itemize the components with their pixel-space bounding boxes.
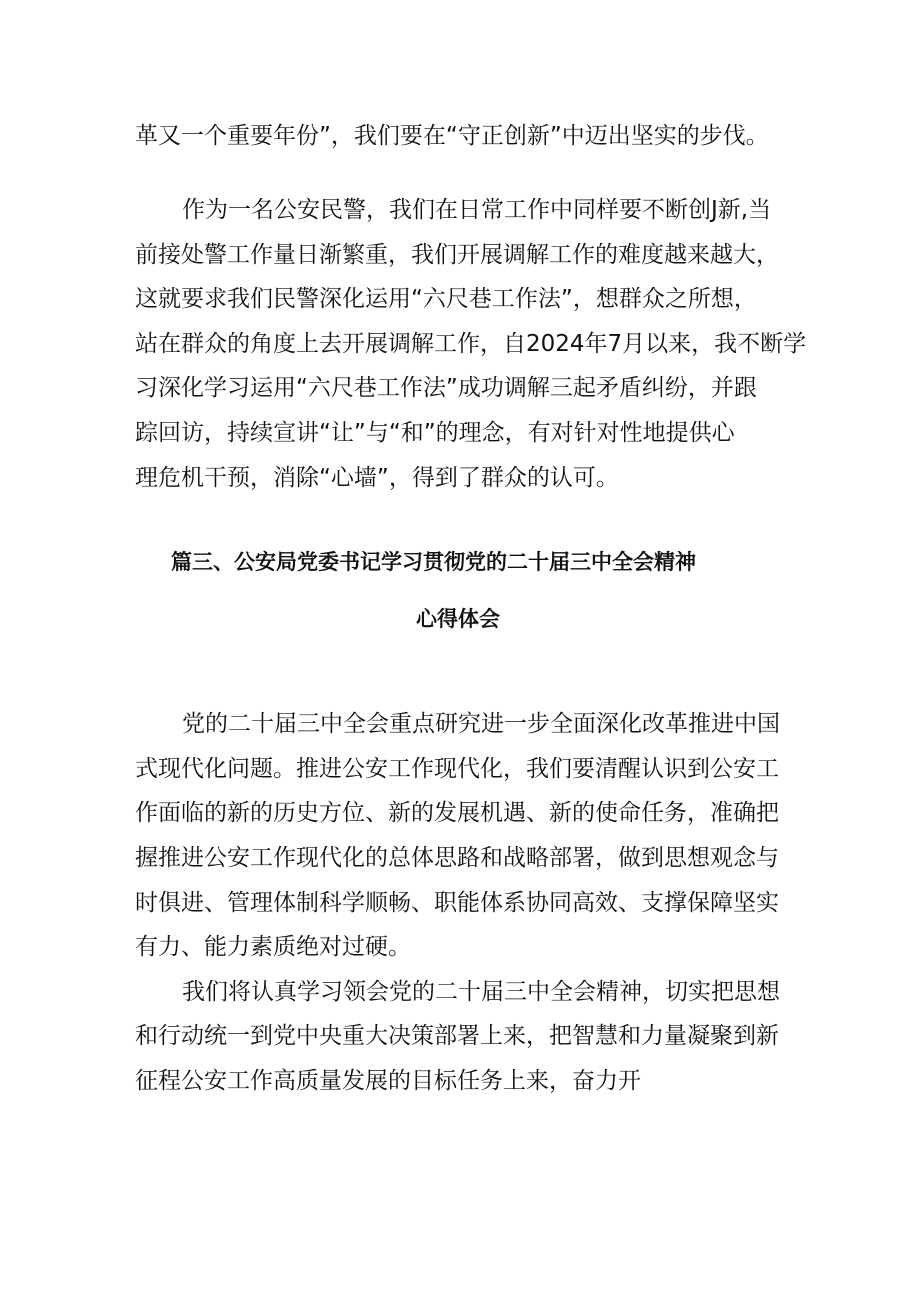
paragraph-3-line-2: 式现代化问题。推进公安工作现代化，我们要清醒认识到公安工 — [135, 756, 779, 782]
paragraph-1-line-1: 革又一个重要年份”，我们要在“守正创新”中迈出坚实的步伐。 — [135, 123, 769, 149]
section-title-line-2: 心得体会 — [416, 607, 500, 631]
paragraph-2-line-4: 站在群众的角度上去开展调解工作，自2024年7月以来，我不断学 — [135, 331, 807, 357]
paragraph-2-line-2: 前接处警工作量日渐繁重，我们开展调解工作的难度越来越大， — [135, 242, 779, 268]
paragraph-2-line-7: 理危机干预，消除“心墙”，得到了群众的认可。 — [135, 465, 619, 491]
paragraph-4-line-1: 我们将认真学习领会党的二十届三中全会精神，切实把思想 — [182, 979, 780, 1005]
paragraph-4-line-3: 征程公安工作高质量发展的目标任务上来，奋力开 — [135, 1068, 641, 1094]
paragraph-2-line-3: 这就要求我们民警深化运用“六尺巷工作法”，想群众之所想， — [135, 286, 757, 312]
paragraph-2-line-1: 作为一名公安民警，我们在日常工作中同样要不断创J新,当 — [182, 197, 772, 223]
paragraph-4-line-2: 和行动统一到党中央重大决策部署上来，把智慧和力量凝聚到新 — [135, 1023, 779, 1049]
paragraph-3-line-5: 时俱进、管理体制科学顺畅、职能体系协同高效、支撑保障坚实 — [135, 890, 779, 916]
paragraph-2-line-5: 习深化学习运用“六尺巷工作法”成功调解三起矛盾纠纷，并跟 — [135, 375, 757, 401]
paragraph-3-line-1: 党的二十届三中全会重点研究进一步全面深化改革推进中国 — [182, 711, 780, 737]
paragraph-3-line-3: 作面临的新的历史方位、新的发展机遇、新的使命任务，准确把 — [135, 800, 779, 826]
paragraph-3-line-6: 有力、能力素质绝对过硬。 — [135, 934, 411, 960]
paragraph-3-line-4: 握推进公安工作现代化的总体思路和战略部署，做到思想观念与 — [135, 845, 779, 871]
section-title-line-1: 篇三、公安局党委书记学习贯彻党的二十届三中全会精神 — [171, 550, 696, 574]
paragraph-2-line-6: 踪回访，持续宣讲“让”与“和”的理念，有对针对性地提供心 — [135, 420, 735, 446]
